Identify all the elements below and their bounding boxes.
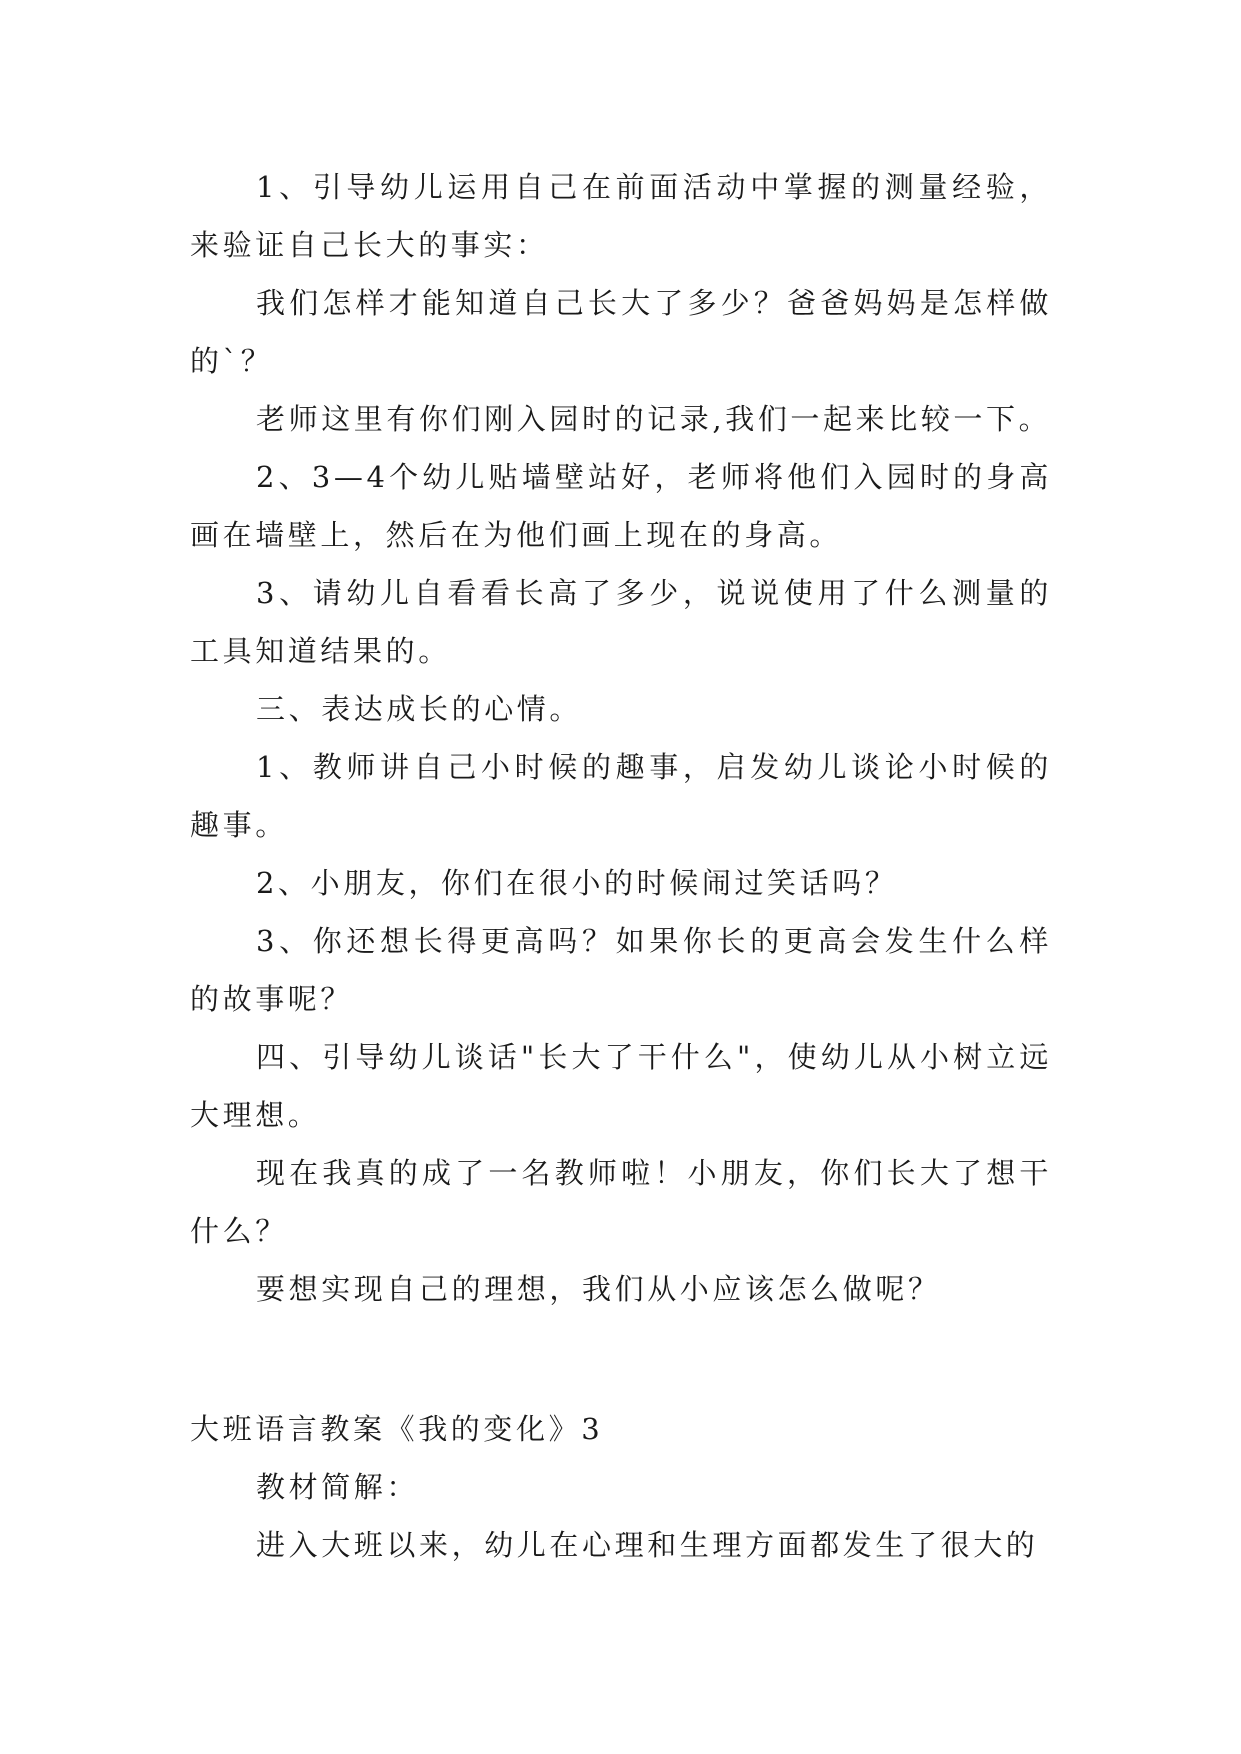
paragraph: 1、教师讲自己小时候的趣事，启发幼儿谈论小时候的趣事。 [190, 750, 1052, 842]
paragraph: 1、引导幼儿运用自己在前面活动中掌握的测量经验，来验证自己长大的事实： [190, 170, 1052, 262]
paragraph: 我们怎样才能知道自己长大了多少？爸爸妈妈是怎样做的`？ [190, 286, 1052, 378]
paragraph: 教材简解： [256, 1470, 420, 1504]
paragraph: 3、请幼儿自看看长高了多少，说说使用了什么测量的工具知道结果的。 [190, 576, 1052, 668]
section-title: 大班语言教案《我的变化》3 [190, 1412, 604, 1446]
paragraph: 四、引导幼儿谈话"长大了干什么"，使幼儿从小树立远大理想。 [190, 1040, 1052, 1132]
paragraph: 要想实现自己的理想，我们从小应该怎么做呢？ [256, 1272, 941, 1306]
paragraph: 2、3—4个幼儿贴墙壁站好，老师将他们入园时的身高画在墙壁上，然后在为他们画上现在的身高。 [190, 460, 1052, 552]
paragraph: 2、小朋友，你们在很小的时候闹过笑话吗？ [256, 866, 898, 900]
paragraph: 3、你还想长得更高吗？如果你长的更高会发生什么样的故事呢？ [190, 924, 1052, 1016]
paragraph: 三、表达成长的心情。 [256, 692, 583, 726]
paragraph: 老师这里有你们刚入园时的记录,我们一起来比较一下。 [256, 402, 1052, 436]
section-gap [190, 1318, 1052, 1400]
document-page [190, 158, 1052, 1574]
paragraph: 进入大班以来，幼儿在心理和生理方面都发生了很大的 [256, 1528, 1039, 1562]
paragraph: 现在我真的成了一名教师啦！小朋友，你们长大了想干什么？ [190, 1156, 1052, 1248]
